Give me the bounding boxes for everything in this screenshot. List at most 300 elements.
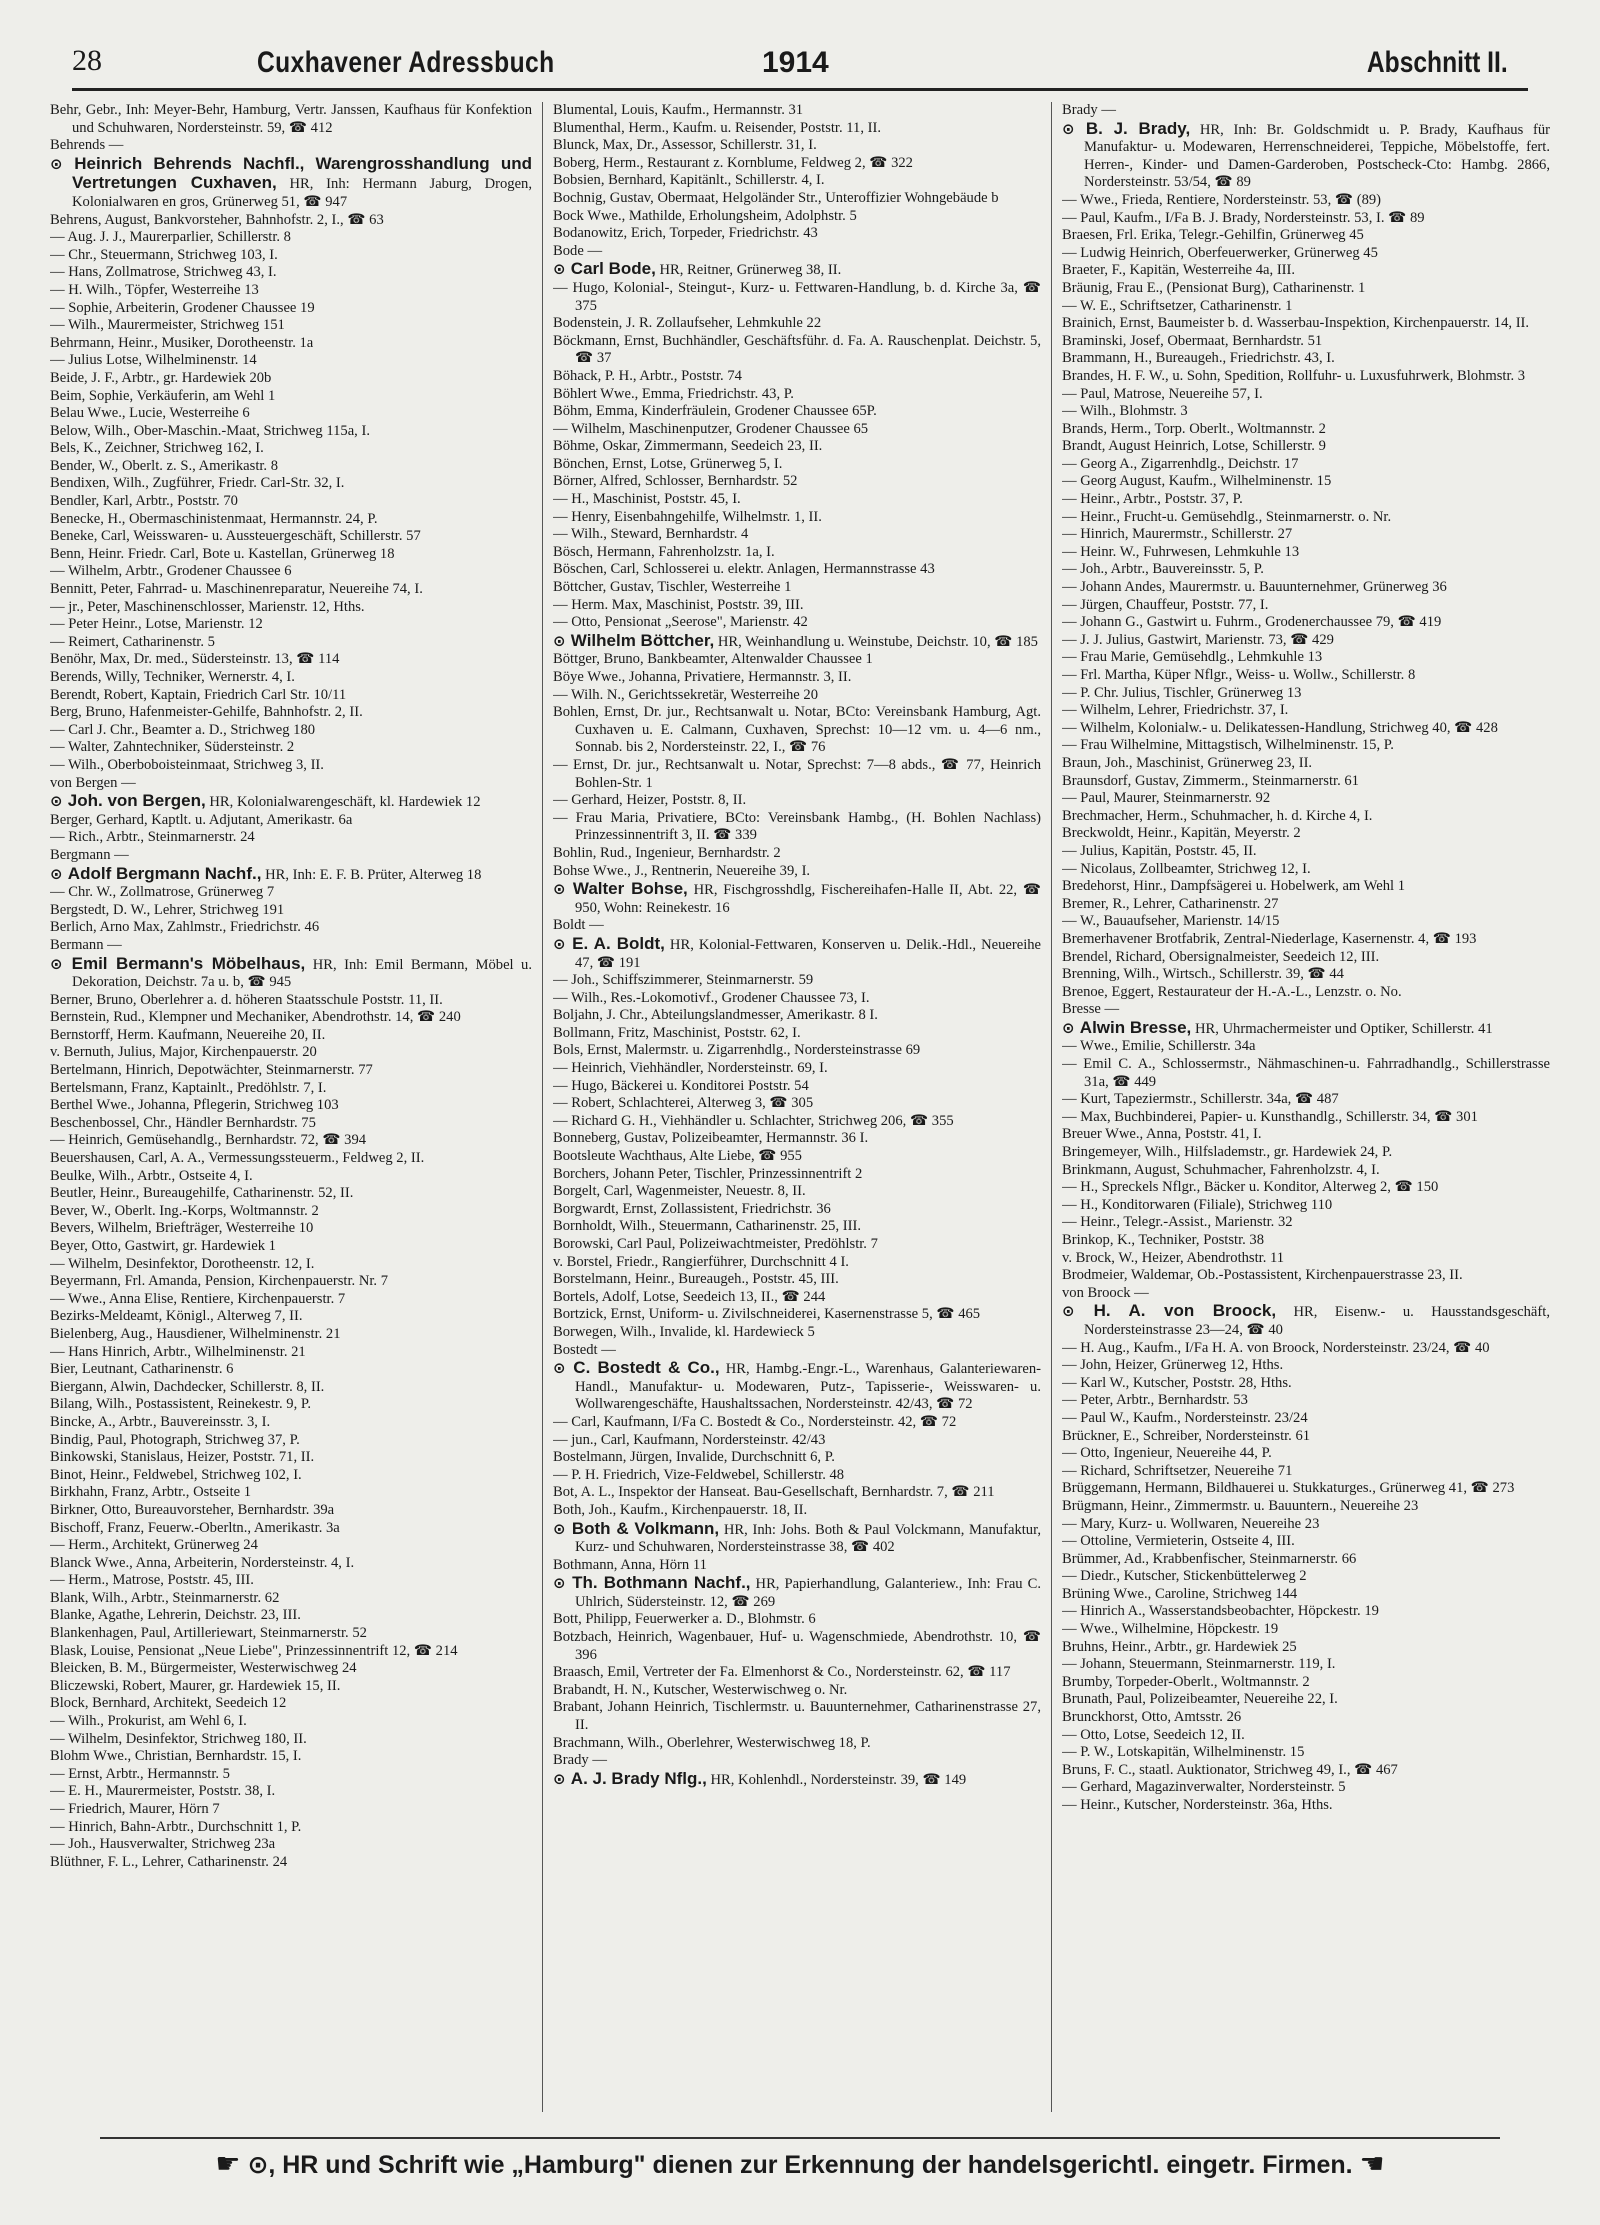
firm-name: Emil Bermann's Möbelhaus, [71,953,306,973]
registered-firm-icon: ⊙ [1062,119,1086,138]
directory-entry: — Johann G., Gastwirt u. Fuhrm., Grodenerchaussee 79, ☎ 419 [1062,614,1442,631]
directory-entry: Borstelmann, Heinr., Bureaugeh., Poststr. 45, III. [553,1271,839,1288]
directory-entry: — jun., Carl, Kaufmann, Nordersteinstr. 42/43 [553,1431,826,1448]
directory-entry: Beide, J. F., Arbtr., gr. Hardewiek 20b [50,369,272,386]
directory-entry: — Karl W., Kutscher, Poststr. 28, Hths. [1062,1374,1292,1391]
directory-entry: — J. J. Julius, Gastwirt, Marienstr. 73, ☎ 429 [1062,631,1334,648]
directory-entry: Borowski, Carl Paul, Polizeiwachtmeister, Predöhlstr. 7 [553,1236,878,1252]
directory-entry: — Peter Heinr., Lotse, Marienstr. 12 [50,616,263,633]
directory-entry: Blankenhagen, Paul, Artilleriewart, Steinmarnerstr. 52 [50,1625,367,1642]
directory-entry: Block, Bernhard, Architekt, Seedeich 12 [50,1695,287,1712]
directory-entry: Blunck, Max, Dr., Assessor, Schillerstr. 31, I. [553,137,817,154]
directory-entry: Bever, W., Oberlt. Ing.-Korps, Woltmannstr. 2 [50,1202,319,1219]
directory-entry: — Hans, Zollmatrose, Strichweg 43, I. [50,264,277,281]
firm-details: HR, Inh: Hermann Jaburg, Drogen, Kolonialwaren en gros, Grünerweg 51, ☎ 947 [72,176,532,210]
directory-entry: Bornholdt, Wilh., Steuermann, Catharinenstr. 25, III. [553,1218,861,1235]
directory-entry: — Peter, Arbtr., Bernhardstr. 53 [1062,1392,1248,1409]
directory-entry: Beuershausen, Carl, A. A., Vermessungssteuerm., Feldweg 2, II. [50,1150,425,1167]
directory-entry: — Wilh., Steward, Bernhardstr. 4 [553,526,749,543]
directory-entry: Berner, Bruno, Oberlehrer a. d. höheren Staatsschule Poststr. 11, II. [50,991,443,1008]
directory-entry: von Bergen — [50,774,136,791]
directory-entry: Brady — [1062,102,1116,118]
directory-entry: Berlich, Arno Max, Zahlmstr., Friedrichstr. 46 [50,919,320,936]
firm-name: H. A. von Broock, [1093,1301,1277,1321]
directory-entry: — Emil C. A., Schlossermstr., Nähmaschinen-u. Fahrradhandlg., Schillerstrasse 31a, ☎ 449 [1062,1056,1550,1090]
firm-entry [553,1520,1041,1557]
firm-name: Carl Bode, [570,259,656,279]
directory-entry: — Ludwig Heinrich, Oberfeuerwerker, Grünerweg 45 [1062,244,1378,261]
firm-details: HR, Inh: E. F. B. Prüter, Alterweg 18 [265,866,482,883]
directory-entry: — Chr., Steuermann, Strichweg 103, I. [50,246,278,263]
page-number: 28 [72,44,102,77]
firm-entry [50,792,532,812]
directory-entry: — Wilhelm, Desinfektor, Strichweg 180, II. [50,1730,307,1747]
directory-entry: Bohlen, Ernst, Dr. jur., Rechtsanwalt u. Notar, BCto: Vereinsbank Hamburg, Agt. Cuxhaven u. E. Calmann, Cuxhaven, Sprechst: 10—12 vm. u. 4—6 nm., Sonnab. bis 2, Nordersteinstr. 22, I., ☎ 76 [553,704,1041,756]
directory-entry: Brainich, Ernst, Baumeister b. d. Wasserbau-Inspektion, Kirchenpauerstr. 14, II. [1062,315,1530,332]
firm-details: HR, Weinhandlung u. Weinstube, Deichstr. 10, ☎ 185 [717,633,1038,650]
firm-name: A. J. Brady Nflg., [570,1768,707,1788]
directory-entry: Bohse Wwe., J., Rentnerin, Neuereihe 39, I. [553,862,811,879]
directory-entry: Breckwoldt, Heinr., Kapitän, Meyerstr. 2 [1062,825,1301,842]
directory-entry: Braesen, Frl. Erika, Telegr.-Gehilfin, Grünerweg 45 [1062,227,1364,244]
directory-entry: — Richard, Schriftsetzer, Neuereihe 71 [1062,1462,1293,1479]
directory-entry: — Carl, Kaufmann, I/Fa C. Bostedt & Co., Nordersteinstr. 42, ☎ 72 [553,1413,957,1430]
directory-entry: Bönchen, Ernst, Lotse, Grünerweg 5, I. [553,455,783,472]
directory-entry: Benecke, H., Obermaschinistenmaat, Hermannstr. 24, P. [50,510,378,527]
directory-entry: Brunckhorst, Otto, Amtsstr. 26 [1062,1709,1242,1726]
directory-entry: Berger, Gerhard, Kaptlt. u. Adjutant, Amerikastr. 6a [50,811,353,828]
directory-entry: — Herm. Max, Maschinist, Poststr. 39, III. [553,596,804,613]
directory-entry: Bot, A. L., Inspektor der Hanseat. Bau-Gesellschaft, Bernhardstr. 7, ☎ 211 [553,1484,995,1501]
directory-entry: Böye Wwe., Johanna, Privatiere, Hermannstr. 3, II. [553,669,852,685]
registered-firm-icon: ⊙ [553,1519,572,1538]
directory-entry: Bremerhavener Brotfabrik, Zentral-Niederlage, Kasernenstr. 4, ☎ 193 [1062,930,1477,947]
directory-entry: — H., Konditorwaren (Filiale), Strichweg 110 [1062,1196,1333,1213]
directory-entry: Bothmann, Anna, Hörn 11 [553,1556,707,1573]
directory-entry: Böckmann, Ernst, Buchhändler, Geschäftsführ. d. Fa. A. Rauschenplat. Deichstr. 5, ☎ 37 [553,332,1041,367]
directory-entry: Brückner, E., Schreiber, Nordersteinstr. 61 [1062,1427,1311,1444]
firm-details: HR, Inh: Emil Bermann, Möbel u. Dekoration, Deichstr. 7a u. b, ☎ 945 [72,956,532,991]
directory-entry: — Frau Marie, Gemüsehdlg., Lehmkuhle 13 [1062,649,1323,666]
directory-entry: Beneke, Carl, Weisswaren- u. Aussteuergeschäft, Schillerstr. 57 [50,528,421,545]
directory-entry: — Heinr., Arbtr., Poststr. 37, P. [1062,491,1243,508]
firm-name: Wilhelm Böttcher, [570,630,715,650]
firm-entry [553,935,1041,972]
directory-entry: — Aug. J. J., Maurerparlier, Schillerstr. 8 [50,229,291,246]
directory-entry: Blanck Wwe., Anna, Arbeiterin, Nordersteinstr. 4, I. [50,1554,355,1571]
directory-entry: Bilang, Wilh., Postassistent, Reinekestr. 9, P. [50,1396,312,1413]
directory-entry: Bendixen, Wilh., Zugführer, Friedr. Carl-Str. 32, I. [50,475,345,492]
directory-entry: Böhlert Wwe., Emma, Friedrichstr. 43, P. [553,385,794,402]
directory-entry: Brenning, Wilh., Wirtsch., Schillerstr. 39, ☎ 44 [1062,966,1344,983]
firm-details: HR, Hambg.-Engr.-L., Warenhaus, Galanteriewaren-Handl., Manufaktur- u. Modewaren, Putz-, Tapisserie-, Weisswaren- u. Wollwarengeschäfte, Haushaltssachen, Nordersteinstr. 42/43, ☎ 72 [575,1361,1041,1413]
directory-entry: — Wilhelm, Maschinenputzer, Grodener Chaussee 65 [553,420,869,437]
page-footer [100,2137,1500,2189]
directory-entry: — Wilhelm, Desinfektor, Dorotheenstr. 12, I. [50,1255,315,1272]
directory-entry: — H. Aug., Kaufm., I/Fa H. A. von Broock, Nordersteinstr. 23/24, ☎ 40 [1062,1339,1490,1356]
directory-entry: Brechmacher, Herm., Schuhmacher, h. d. Kirche 4, I. [1062,807,1373,824]
directory-entry: — Wilh., Oberboboisteinmaat, Strichweg 3, II. [50,756,324,773]
directory-entry: Bodenstein, J. R. Zollaufseher, Lehmkuhle 22 [553,315,822,332]
directory-entry: — P. W., Lotskapitän, Wilhelminenstr. 15 [1062,1744,1305,1761]
directory-entry: — Max, Buchbinderei, Papier- u. Kunsthandlg., Schillerstr. 34, ☎ 301 [1062,1108,1478,1125]
directory-entry: Blanke, Agathe, Lehrerin, Deichstr. 23, III. [50,1607,301,1624]
directory-entry: Bootsleute Wachthaus, Alte Liebe, ☎ 955 [553,1148,802,1165]
directory-entry: Brandt, August Heinrich, Lotse, Schillerstr. 9 [1062,438,1326,455]
directory-entry: Beulke, Wilh., Arbtr., Ostseite 4, I. [50,1167,253,1184]
registered-firm-icon: ⊙ [1062,1018,1080,1037]
directory-entry: — Wilh. N., Gerichtssekretär, Westerreihe 20 [553,686,818,703]
directory-entry: Berg, Bruno, Hafenmeister-Gehilfe, Bahnhofstr. 2, II. [50,704,363,721]
directory-entry: — W. E., Schriftsetzer, Catharinenstr. 1 [1062,297,1293,314]
directory-entry: Boldt — [553,917,604,934]
directory-entry: Bollmann, Fritz, Maschinist, Poststr. 62, I. [553,1024,801,1041]
directory-entry: Bliczewski, Robert, Maurer, gr. Hardewiek 15, II. [50,1677,341,1694]
directory-entry: Bodanowitz, Erich, Torpeder, Friedrichstr. 43 [553,225,818,242]
book-year: 1914 [762,46,829,79]
registered-firm-icon: ⊙ [553,880,573,899]
directory-entry: Bincke, A., Arbtr., Bauvereinsstr. 3, I. [50,1413,271,1430]
directory-entry: Beyer, Otto, Gastwirt, gr. Hardewiek 1 [50,1238,276,1254]
firm-name: C. Bostedt & Co., [573,1358,720,1378]
directory-entry: Beim, Sophie, Verkäuferin, am Wehl 1 [50,387,276,404]
directory-entry: — Paul, Matrose, Neuereihe 57, I. [1062,385,1263,402]
directory-entry: Bobsien, Bernhard, Kapitänlt., Schillerstr. 4, I. [553,172,825,189]
directory-entry: — P. Chr. Julius, Tischler, Grünerweg 13 [1062,684,1302,701]
directory-entry: Brendel, Richard, Obersignalmeister, Seedeich 12, III. [1062,948,1380,965]
directory-entry: Bohlin, Rud., Ingenieur, Bernhardstr. 2 [553,844,781,861]
directory-entry: Behrends — [50,137,124,154]
directory-entry: — Jürgen, Chauffeur, Poststr. 77, I. [1062,596,1269,613]
directory-entry: Bels, K., Zeichner, Strichweg 162, I. [50,440,264,457]
directory-entry: Bier, Leutnant, Catharinenstr. 6 [50,1361,234,1378]
directory-entry: Bevers, Wilhelm, Briefträger, Westerreihe 10 [50,1220,314,1237]
directory-entry: — Johann, Steuermann, Steinmarnerstr. 119, I. [1062,1656,1336,1673]
directory-entry: — Mary, Kurz- u. Wollwaren, Neuereihe 23 [1062,1515,1320,1532]
directory-entry: Bennitt, Peter, Fahrrad- u. Maschinenreparatur, Neuereihe 74, I. [50,581,423,598]
directory-entry: Brüning Wwe., Caroline, Strichweg 144 [1062,1585,1298,1602]
directory-entry: Böschen, Carl, Schlosserei u. elektr. Anlagen, Hermannstrasse 43 [553,561,935,578]
firm-details: HR, Papierhandlung, Galanteriew., Inh: Frau C. Uhlrich, Südersteinstr. 12, ☎ 269 [575,1576,1041,1610]
directory-entry: Braminski, Josef, Obermaat, Bernhardstr. 51 [1062,332,1323,349]
directory-entry: — H. Wilh., Töpfer, Westerreihe 13 [50,281,259,298]
directory-entry: Bredehorst, Hinr., Dampfsägerei u. Hobelwerk, am Wehl 1 [1062,878,1406,895]
directory-entry: — Hinrich, Bahn-Arbtr., Durchschnitt 1, P. [50,1818,302,1835]
firm-entry [553,1574,1041,1611]
firm-entry [553,1770,1041,1790]
directory-entry: Birkner, Otto, Bureauvorsteher, Bernhardstr. 39a [50,1501,335,1518]
directory-entry: Bock Wwe., Mathilde, Erholungsheim, Adolphstr. 5 [553,207,857,224]
pointing-hand-right-icon: ☛ [215,2147,241,2180]
directory-entry: — Paul, Kaufm., I/Fa B. J. Brady, Nordersteinstr. 53, I. ☎ 89 [1062,209,1425,226]
directory-entry: — Hugo, Kolonial-, Steingut-, Kurz- u. Fettwaren-Handlung, b. d. Kirche 3a, ☎ 375 [553,279,1041,314]
directory-entry: Böttcher, Gustav, Tischler, Westerreihe 1 [553,579,792,596]
directory-entry: — Joh., Arbtr., Bauvereinsstr. 5, P. [1062,561,1264,578]
directory-entry: — Diedr., Kutscher, Stickenbüttelerweg 2 [1062,1568,1307,1585]
directory-entry: — Joh., Schiffszimmerer, Steinmarnerstr. 59 [553,972,814,989]
directory-entry: — Hans Hinrich, Arbtr., Wilhelminenstr. 21 [50,1343,306,1360]
firm-name: Both & Volkmann, [571,1518,720,1538]
directory-entry: Blumenthal, Herm., Kaufm. u. Reisender, Poststr. 11, II. [553,119,881,136]
directory-entry: — Joh., Hausverwalter, Strichweg 23a [50,1836,276,1853]
directory-entry: Borgwardt, Ernst, Zollassistent, Friedrichstr. 36 [553,1200,831,1217]
firm-name: B. J. Brady, [1085,118,1191,138]
firm-name: Adolf Bergmann Nachf., [67,863,262,883]
directory-entry: — Julius Lotse, Wilhelminenstr. 14 [50,352,257,369]
directory-entry: Braeter, F., Kapitän, Westerreihe 4a, III. [1062,262,1296,279]
directory-entry: — Heinrich, Gemüsehandlg., Bernhardstr. 72, ☎ 394 [50,1132,367,1149]
directory-entry: — Nicolaus, Zollbeamter, Strichweg 12, I. [1062,860,1311,877]
firm-details: HR, Kolonialwarengeschäft, kl. Hardewiek 12 [209,794,481,811]
directory-entry: Below, Wilh., Ober-Maschin.-Maat, Strichweg 115a, I. [50,422,370,439]
directory-entry: Brammann, H., Bureaugeh., Friedrichstr. 43, I. [1062,350,1335,367]
directory-entry: Bernstein, Rud., Klempner und Mechaniker, Abendrothstr. 14, ☎ 240 [50,1009,461,1026]
directory-entry: Bergmann — [50,846,129,863]
directory-entry: Biergann, Alwin, Dachdecker, Schillerstr. 8, II. [50,1378,325,1395]
directory-entry: — Heinrich, Viehhändler, Nordersteinstr. 69, I. [553,1060,828,1077]
directory-entry: Binkowski, Stanislaus, Heizer, Poststr. 71, II. [50,1449,315,1466]
directory-entry: Braasch, Emil, Vertreter der Fa. Elmenhorst & Co., Nordersteinstr. 62, ☎ 117 [553,1664,1011,1681]
directory-entry: Brunath, Paul, Polizeibeamter, Neuereihe 22, I. [1062,1691,1338,1708]
firm-details: HR, Uhrmachermeister und Optiker, Schillerstr. 41 [1194,1020,1493,1037]
firm-details: HR, Inh: Br. Goldschmidt u. P. Brady, Kaufhaus für Manufaktur- u. Modewaren, Herrenschneiderei, Teppiche, Möbelstoffe, fert. Herren-, Kinder- und Damen-Garderoben, Postscheck-Cto: Hambg. 2866, Nordersteinstr. 53/54, ☎ 89 [1084,121,1550,191]
directory-entry: — Wilh., Maurermeister, Strichweg 151 [50,317,285,334]
section-title: Abschnitt II. [1367,46,1508,79]
firm-entry [553,1359,1041,1414]
firm-entry [1062,120,1550,192]
directory-entry: — Otto, Pensionat „Seerose", Marienstr. 42 [553,614,808,631]
directory-entry: — Wilh., Blohmstr. 3 [1062,403,1188,420]
directory-entry: — Frau Wilhelmine, Mittagstisch, Wilhelminenstr. 15, P. [1062,737,1394,754]
directory-entry: — Wilhelm, Lehrer, Friedrichstr. 37, I. [1062,702,1289,719]
directory-columns [50,102,1550,2122]
directory-entry: — Hinrich A., Wasserstandsbeobachter, Höpckestr. 19 [1062,1603,1379,1620]
directory-entry: Bostedt — [553,1341,616,1358]
directory-entry: Borwegen, Wilh., Invalide, kl. Hardewieck 5 [553,1323,815,1340]
firm-details: HR, Reitner, Grünerweg 38, II. [659,262,842,279]
directory-entry: — Paul W., Kaufm., Nordersteinstr. 23/24 [1062,1409,1308,1426]
directory-entry: Brügmann, Heinr., Zimmermstr. u. Bauuntern., Neuereihe 23 [1062,1497,1419,1514]
directory-entry: Bernstorff, Herm. Kaufmann, Neuereihe 20, II. [50,1026,326,1043]
directory-entry: — Reimert, Catharinenstr. 5 [50,633,215,650]
directory-entry: Birkhahn, Franz, Arbtr., Ostseite 1 [50,1484,252,1501]
directory-entry: — H., Maschinist, Poststr. 45, I. [553,491,741,508]
directory-entry: — Georg August, Kaufm., Wilhelminenstr. 15 [1062,473,1332,490]
directory-entry: Brabant, Johann Heinrich, Tischlermstr. u. Bauunternehmer, Catharinenstrasse 27, II. [553,1699,1041,1734]
directory-entry: Bermann — [50,936,122,953]
directory-entry: — Johann Andes, Maurermstr. u. Bauunternehmer, Grünerweg 36 [1062,579,1447,596]
directory-entry: — Richard G. H., Viehhändler u. Schlachter, Strichweg 206, ☎ 355 [553,1112,954,1129]
directory-entry: Börner, Alfred, Schlosser, Bernhardstr. 52 [553,473,798,490]
directory-entry: v. Brock, W., Heizer, Abendrothstr. 11 [1062,1249,1285,1266]
directory-entry: — Wwe., Wilhelmine, Höpckestr. 19 [1062,1621,1279,1638]
directory-entry: Blüthner, F. L., Lehrer, Catharinenstr. 24 [50,1853,288,1870]
directory-entry: Bresse — [1062,1001,1120,1018]
directory-entry: Brinkop, K., Techniker, Poststr. 38 [1062,1232,1265,1248]
directory-entry: — Wwe., Anna Elise, Rentiere, Kirchenpauerstr. 7 [50,1290,346,1307]
column-3 [1062,102,1550,2117]
directory-entry: Borgelt, Carl, Wagenmeister, Neuestr. 8, II. [553,1183,806,1200]
firm-entry [553,260,1041,280]
directory-entry: Bols, Ernst, Malermstr. u. Zigarrenhdlg., Nordersteinstrasse 69 [553,1042,921,1059]
firm-details: HR, Fischgrosshdlg, Fischereihafen-Halle II, Abt. 22, ☎ 950, Wohn: Reinekestr. 16 [575,882,1041,916]
directory-entry: Berthel Wwe., Johanna, Pflegerin, Strichweg 103 [50,1097,339,1114]
firm-entry [50,955,532,992]
registered-firm-icon: ⊙ [50,792,68,811]
directory-entry: Binot, Heinr., Feldwebel, Strichweg 102, I. [50,1466,302,1483]
firm-entry [50,865,532,885]
directory-entry: von Broock — [1062,1284,1149,1301]
directory-entry: Brinkmann, August, Schuhmacher, Fahrenholzstr. 4, I. [1062,1161,1380,1178]
directory-entry: — Friedrich, Maurer, Hörn 7 [50,1801,220,1817]
directory-entry: — E. H., Maurermeister, Poststr. 38, I. [50,1783,276,1800]
page-header [72,44,1528,91]
firm-details: HR, Inh: Johs. Both & Paul Volckmann, Manufaktur, Kurz- und Schuhwaren, Nordersteinstrasse 38, ☎ 402 [575,1521,1041,1556]
directory-entry: — Otto, Ingenieur, Neuereihe 44, P. [1062,1445,1272,1462]
column-divider [1051,102,1052,2112]
directory-entry: Brandes, H. F. W., u. Sohn, Spedition, Rollfuhr- u. Luxusfuhrwerk, Blohmstr. 3 [1062,367,1526,384]
directory-entry: — jr., Peter, Maschinenschlosser, Marienstr. 12, Hths. [50,598,365,615]
directory-entry: Behrens, August, Bankvorsteher, Bahnhofstr. 2, I., ☎ 63 [50,211,384,228]
firm-entry [553,632,1041,652]
directory-entry: — Otto, Lotse, Seedeich 12, II. [1062,1726,1245,1743]
directory-entry: Brumby, Torpeder-Oberlt., Woltmannstr. 2 [1062,1673,1310,1690]
directory-entry: Beschenbossel, Chr., Händler Bernhardstr. 75 [50,1114,316,1131]
firm-details: HR, Kolonial-Fettwaren, Konserven u. Delik.-Hdl., Neuereihe 47, ☎ 191 [575,936,1041,971]
column-divider [542,102,543,2112]
firm-entry [553,880,1041,917]
directory-entry: — Heinr., Kutscher, Nordersteinstr. 36a, Hths. [1062,1797,1333,1813]
directory-entry: Bode — [553,242,603,259]
directory-entry: Bortzick, Ernst, Uniform- u. Zivilschneiderei, Kasernenstrasse 5, ☎ 465 [553,1306,981,1323]
directory-entry: — Walter, Zahntechniker, Südersteinstr. 2 [50,739,295,756]
directory-entry: Böhme, Oskar, Zimmermann, Seedeich 23, II. [553,438,823,455]
directory-entry: — Wilh., Res.-Lokomotivf., Grodener Chaussee 73, I. [553,989,870,1006]
directory-entry: — Gerhard, Heizer, Poststr. 8, II. [553,792,747,809]
column-1 [50,102,532,2117]
directory-entry: Blohm Wwe., Christian, Bernhardstr. 15, I. [50,1748,302,1765]
directory-entry: Boljahn, J. Chr., Abteilungslandmesser, Amerikastr. 8 I. [553,1007,878,1024]
directory-entry: Brachmann, Wilh., Oberlehrer, Westerwischweg 18, P. [553,1734,871,1751]
registered-firm-icon: ⊙ [553,1359,574,1378]
directory-entry: v. Bernuth, Julius, Major, Kirchenpauerstr. 20 [50,1044,317,1061]
directory-entry: — Paul, Maurer, Steinmarnerstr. 92 [1062,790,1271,807]
directory-entry: Böttger, Bruno, Bankbeamter, Altenwalder Chaussee 1 [553,651,873,668]
directory-entry: Bruhns, Heinr., Arbtr., gr. Hardewiek 25 [1062,1638,1297,1655]
directory-entry: — Hugo, Bäckerei u. Konditorei Poststr. 54 [553,1077,809,1094]
directory-entry: — Georg A., Zigarrenhdlg., Deichstr. 17 [1062,455,1299,472]
directory-entry: Brümmer, Ad., Krabbenfischer, Steinmarnerstr. 66 [1062,1550,1357,1567]
firm-details: HR, Kohlenhdl., Nordersteinstr. 39, ☎ 149 [710,1771,967,1788]
directory-entry: — Ernst, Arbtr., Hermannstr. 5 [50,1765,230,1782]
column-2 [553,102,1041,2117]
pointing-hand-left-icon: ☚ [1359,2147,1385,2180]
directory-entry: Bortels, Adolf, Lotse, Seedeich 13, II., ☎ 244 [553,1288,826,1305]
directory-entry: Boberg, Herm., Restaurant z. Kornblume, Feldweg 2, ☎ 322 [553,154,913,171]
directory-entry: — Julius, Kapitän, Poststr. 45, II. [1062,842,1257,859]
registered-firm-icon: ⊙ [553,1769,571,1788]
directory-entry: Böhack, P. H., Arbtr., Poststr. 74 [553,367,742,384]
directory-entry: — H., Spreckels Nflgr., Bäcker u. Konditor, Alterweg 2, ☎ 150 [1062,1179,1439,1196]
directory-entry: Braunsdorf, Gustav, Zimmerm., Steinmarnerstr. 61 [1062,772,1359,789]
directory-entry: — Wilhelm, Arbtr., Grodener Chaussee 6 [50,563,292,580]
directory-entry: — W., Bauaufseher, Marienstr. 14/15 [1062,913,1280,930]
directory-entry: Blumental, Louis, Kaufm., Hermannstr. 31 [553,102,804,118]
firm-entry [1062,1019,1550,1039]
footer-legend: ⊙, HR und Schrift wie „Hamburg" dienen zur Erkennung der handelsgerichtl. eingetr. Firmen. [247,2151,1353,2179]
directory-entry: Bleicken, B. M., Bürgermeister, Westerwischweg 24 [50,1660,357,1677]
directory-entry: — Herm., Architekt, Grünerweg 24 [50,1537,258,1554]
firm-name: Heinrich Behrends Nachfl., Warengrosshandlung und Vertretungen Cuxhaven, [72,153,532,193]
directory-entry: Bochnig, Gustav, Obermaat, Helgoländer Str., Unteroffizier Wohngebäude b [553,189,999,206]
firm-name: Joh. von Bergen, [67,791,206,811]
directory-entry: Bendler, Karl, Arbtr., Poststr. 70 [50,493,238,510]
firm-name: E. A. Boldt, [572,933,665,953]
book-title: Cuxhavener Adressbuch [257,46,555,79]
directory-entry: — Gerhard, Magazinverwalter, Nordersteinstr. 5 [1062,1779,1346,1796]
directory-entry: Bruns, F. C., staatl. Auktionator, Strichweg 49, I., ☎ 467 [1062,1761,1398,1778]
directory-entry: Blask, Louise, Pensionat „Neue Liebe", Prinzessinnentrift 12, ☎ 214 [50,1642,458,1659]
registered-firm-icon: ⊙ [50,864,68,883]
directory-entry: Behrmann, Heinr., Musiker, Dorotheenstr. 1a [50,334,314,351]
firm-entry [50,155,532,212]
directory-entry: Berendt, Robert, Kaptain, Friedrich Carl Str. 10/11 [50,686,347,703]
directory-entry: — Heinr., Frucht-u. Gemüsehdlg., Steinmarnerstr. o. Nr. [1062,508,1392,525]
directory-entry: — Kurt, Tapeziermstr., Schillerstr. 34a, ☎ 487 [1062,1091,1339,1108]
directory-entry: Botzbach, Heinrich, Wagenbauer, Huf- u. Wagenschmiede, Abendrothstr. 10, ☎ 396 [553,1629,1041,1663]
firm-name: Walter Bohse, [572,879,688,899]
registered-firm-icon: ⊙ [553,260,571,279]
directory-entry: Benn, Heinr. Friedr. Carl, Bote u. Kastellan, Grünerweg 18 [50,545,395,562]
firm-name: Alwin Bresse, [1079,1017,1192,1037]
directory-entry: — Ernst, Dr. jur., Rechtsanwalt u. Notar, Sprechst: 7—8 abds., ☎ 77, Heinrich Bohlen-Str. 1 [553,756,1041,791]
directory-entry: Bindig, Paul, Photograph, Strichweg 37, P. [50,1431,300,1448]
directory-entry: Bremer, R., Lehrer, Catharinenstr. 27 [1062,895,1279,912]
registered-firm-icon: ⊙ [1062,1302,1094,1321]
registered-firm-icon: ⊙ [50,154,75,173]
directory-entry: Bielenberg, Aug., Hausdiener, Wilhelminenstr. 21 [50,1325,341,1342]
directory-entry: — Wwe., Emilie, Schillerstr. 34a [1062,1038,1256,1055]
firm-details: HR, Eisenw.- u. Hausstandsgeschäft, Nordersteinstrasse 23—24, ☎ 40 [1084,1304,1550,1338]
directory-entry: Böhm, Emma, Kinderfräulein, Grodener Chaussee 65P. [553,403,877,420]
directory-entry: Braun, Joh., Maschinist, Grünerweg 23, II. [1062,754,1313,771]
directory-entry: — Wilh., Prokurist, am Wehl 6, I. [50,1713,247,1730]
directory-entry: — Heinr., Telegr.-Assist., Marienstr. 32 [1062,1214,1293,1231]
directory-entry: Belau Wwe., Lucie, Westerreihe 6 [50,405,250,422]
directory-entry: Borchers, Johann Peter, Tischler, Prinzessinnentrift 2 [553,1165,863,1182]
directory-entry: — Wwe., Frieda, Rentiere, Nordersteinstr. 53, ☎ (89) [1062,191,1382,208]
directory-entry: Brodmeier, Waldemar, Ob.-Postassistent, Kirchenpauerstrasse 23, II. [1062,1267,1463,1284]
directory-entry: — John, Heizer, Grünerweg 12, Hths. [1062,1357,1284,1374]
registered-firm-icon: ⊙ [553,934,573,953]
directory-entry: v. Borstel, Friedr., Rangierführer, Durchschnitt 4 I. [553,1253,849,1270]
directory-entry: Bezirks-Meldeamt, Königl., Alterweg 7, II. [50,1308,303,1325]
directory-entry: — Hinrich, Maurermstr., Schillerstr. 27 [1062,526,1293,543]
directory-entry: Bischoff, Franz, Feuerw.-Oberltn., Amerikastr. 3a [50,1519,340,1536]
directory-entry: Beutler, Heinr., Bureaugehilfe, Catharinenstr. 52, II. [50,1185,354,1202]
registered-firm-icon: ⊙ [50,954,72,973]
directory-entry: — Sophie, Arbeiterin, Grodener Chaussee 19 [50,299,315,316]
directory-entry: Brüggemann, Hermann, Bildhauerei u. Stukkaturges., Grünerweg 41, ☎ 273 [1062,1480,1515,1497]
directory-entry: Bräunig, Frau E., (Pensionat Burg), Catharinenstr. 1 [1062,279,1366,296]
directory-entry: — P. H. Friedrich, Vize-Feldwebel, Schillerstr. 48 [553,1466,845,1483]
directory-entry: Bott, Philipp, Feuerwerker a. D., Blohmstr. 6 [553,1611,816,1628]
directory-entry: Brands, Herm., Torp. Oberlt., Woltmannstr. 2 [1062,420,1326,437]
directory-entry: — Heinr. W., Fuhrwesen, Lehmkuhle 13 [1062,543,1300,560]
directory-entry: — Frau Maria, Privatiere, BCto: Vereinsbank Hambg., (H. Bohlen Nachlass) Prinzessinnentrift 3, II. ☎ 339 [553,809,1041,844]
directory-entry: Brabandt, H. N., Kutscher, Westerwischweg o. Nr. [553,1681,848,1698]
directory-entry: Bertelmann, Hinrich, Depotwächter, Steinmarnerstr. 77 [50,1062,373,1079]
